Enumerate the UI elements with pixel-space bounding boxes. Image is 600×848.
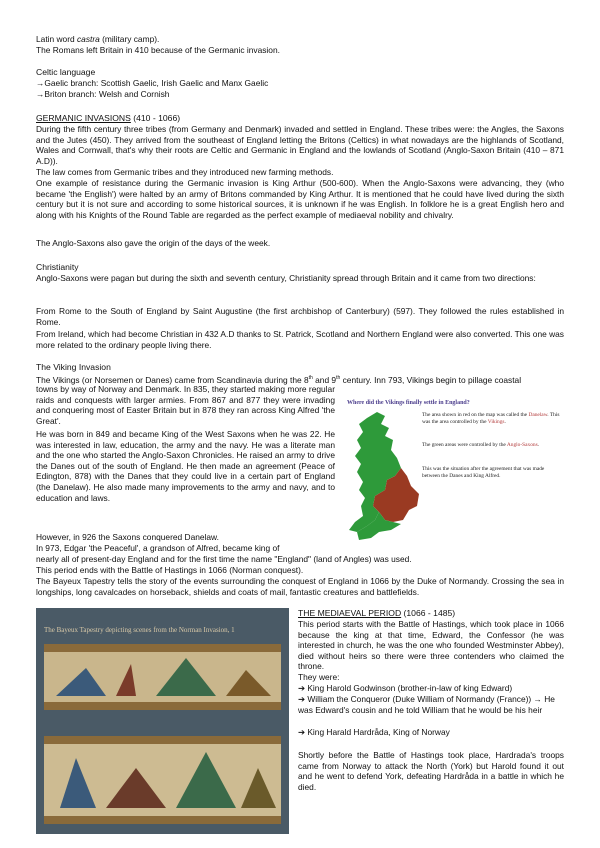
germanic-para-3: One example of resistance during the Germanic invasion is King Arthur (500-600). When the Anglo-Saxons were advancing, they (who became 'the English') were halted by an army of Britons commanded by King Arthur. It is mentioned that he could have lived during the sixth century but it is not sure and according to some historical sources, it is unknown if he was English. In folklore he is a great English hero and along with his Knights of the Round Table are regarded as the perfect example of mediaeval nobility and chivalry.	[36, 178, 564, 220]
medieval-heading	[298, 608, 564, 619]
map-text-2c: .	[537, 442, 540, 448]
map-text-1e: .	[504, 419, 506, 425]
intro-italic-word: castra	[76, 34, 100, 44]
intro-line-1	[36, 34, 564, 45]
medieval-item-3: ➔ King Harald Hardråda, King of Norway	[298, 727, 450, 737]
medieval-para-2: Shortly before the Battle of Hastings took place, Hardrada's troops came from Norway to attack the North (York) but Harold found it out and he went to defend York, defeating Hardråda in a battle in which he died.	[298, 750, 564, 792]
map-title: Where did the Vikings finally settle in England?	[347, 400, 470, 406]
map-legend-3: This was the situation after the agreement that was made between the Danes and King Alfred.	[422, 466, 545, 479]
danelaw-map-figure	[345, 400, 565, 548]
map-text-danelaw: Danelaw	[528, 412, 548, 418]
germanic-title: GERMANIC INVASIONS	[36, 113, 131, 123]
map-text-1a: The area shown in red on the map was called the	[422, 412, 529, 418]
map-text-1c: . This was the area controlled by the	[422, 412, 560, 425]
christianity-para-2: From Rome to the South of England by Saint Augustine (the first archbishop of Canterbury) (597). They followed the rules established in Rome.	[36, 306, 564, 327]
celtic-briton: →Briton branch: Welsh and Cornish	[36, 89, 170, 99]
viking-sup-1: th	[308, 375, 313, 381]
germanic-heading	[36, 113, 564, 124]
christianity-para-3: From Ireland, which had become Christian in 432 A.D thanks to St. Patrick, Scotland and Northern England were also converted. This one was more related to the ordinary people living there.	[36, 329, 564, 350]
intro-line-1-prefix: Latin word	[36, 34, 77, 44]
viking-heading: The Viking Invasion	[36, 362, 111, 372]
medieval-dates: (1066 - 1485)	[401, 608, 456, 618]
medieval-title: THE MEDIAEVAL PERIOD	[298, 608, 402, 618]
celtic-gaelic: →Gaelic branch: Scottish Gaelic, Irish Gaelic and Manx Gaelic	[36, 78, 269, 88]
viking-para-4a: In 973, Edgar 'the Peaceful', a grandson of Alfred, became king of	[36, 543, 280, 553]
britain-map	[345, 410, 425, 548]
medieval-they-were: They were:	[298, 672, 340, 682]
viking-para-6: The Bayeux Tapestry tells the story of the events surrounding the conquest of England in 1066 by the Duke of Normandy. Crossing the sea in longships, long cavalcades on horseback, shields and coats of mail, fantastic creatures and battlefields.	[36, 576, 564, 597]
germanic-para-1: During the fifth century three tribes (from Germany and Denmark) invaded and settled in England. These tribes were: the Angles, the Saxons and the Jutes (450). They arrived from the southeast of England letting the Britons (Celtics) in what nowadays are the highlands of Scotland, Wales and Cornwall, that's why their roots are Celtic and Germanic in England and the lowlands of Scotland (Anglo-Saxon Britain (410 – 871 A.D)).	[36, 124, 564, 166]
intro-line-2: The Romans left Britain in 410 because of the Germanic invasion.	[36, 45, 280, 55]
germanic-dates: (410 - 1066)	[130, 113, 181, 123]
map-legend-2	[422, 442, 562, 449]
viking-para-2: He was born in 849 and became King of the West Saxons when he was 22. He was interested in law, education, the army and the navy. He was a literate man and the one who started the Anglo-Saxon Chronicles. He raised an army to drive the Danes out of the south of England. He then made an agreement (Peace of Edington, 878) with the Danes that they could live in a certain part of England (the Danelaw). He also made many improvements to the army and navy, and to education and laws.	[36, 429, 335, 503]
christianity-para-1: Anglo-Saxons were pagan but during the sixth and seventh century, Christianity spread through Britain and it came from two directions:	[36, 273, 536, 283]
viking-line-1c: century. Inn 793, Vikings begin to pillage coastal	[340, 374, 522, 385]
medieval-para-1: This period starts with the Battle of Hastings, which took place in 1066 because the king at that time, Edward, the Confessor (he was interested in church, he was the one who founded Westminster Abbey), died without heirs so there were three contenders who claimed the throne.	[298, 619, 564, 672]
viking-line-1a: The Vikings (or Norsemen or Danes) came from Scandinavia during the 8	[36, 374, 309, 385]
viking-para-4b: nearly all of present-day England and for the first time the name "England" (land of Angles) was used.	[36, 554, 412, 564]
map-text-vikings: Vikings	[487, 419, 505, 425]
celtic-heading: Celtic language	[36, 67, 96, 77]
viking-para-3: However, in 926 the Saxons conquered Danelaw.	[36, 532, 219, 542]
germanic-para-2: The law comes from Germanic tribes and they introduced new farming methods.	[36, 167, 334, 177]
medieval-item-2: ➔ William the Conqueror (Duke William of Normandy (France)) → He was Edward's cousin and he told William that he would be his heir	[298, 694, 555, 715]
viking-line-1b: and 9	[312, 374, 337, 385]
bayeux-tapestry-image	[36, 608, 289, 834]
map-legend-1	[422, 412, 562, 426]
christianity-heading: Christianity	[36, 262, 79, 272]
viking-para-5: This period ends with the Battle of Hastings in 1066 (Norman conquest).	[36, 565, 304, 575]
map-text-anglo-saxons: Anglo-Saxons	[506, 442, 538, 448]
intro-line-1-suffix: (military camp).	[99, 34, 160, 44]
map-text-2a: The green areas were controlled by the	[422, 442, 507, 448]
medieval-item-1: ➔ King Harold Godwinson (brother-in-law of king Edward)	[298, 683, 513, 693]
viking-sup-2: th	[336, 375, 341, 381]
viking-para-1: towns by way of Norway and Denmark. In 835, they started making more regular raids and conquests with larger armies. From 867 and 877 they were invading and conquering most of Easter Britain but in 878 they ran across King Alfred 'the Great'.	[36, 384, 335, 426]
tapestry-caption: The Bayeux Tapestry depicting scenes from the Norman Invasion, 1	[44, 626, 235, 634]
tapestry-illustration	[36, 608, 289, 834]
germanic-para-4: The Anglo-Saxons also gave the origin of the days of the week.	[36, 238, 271, 248]
